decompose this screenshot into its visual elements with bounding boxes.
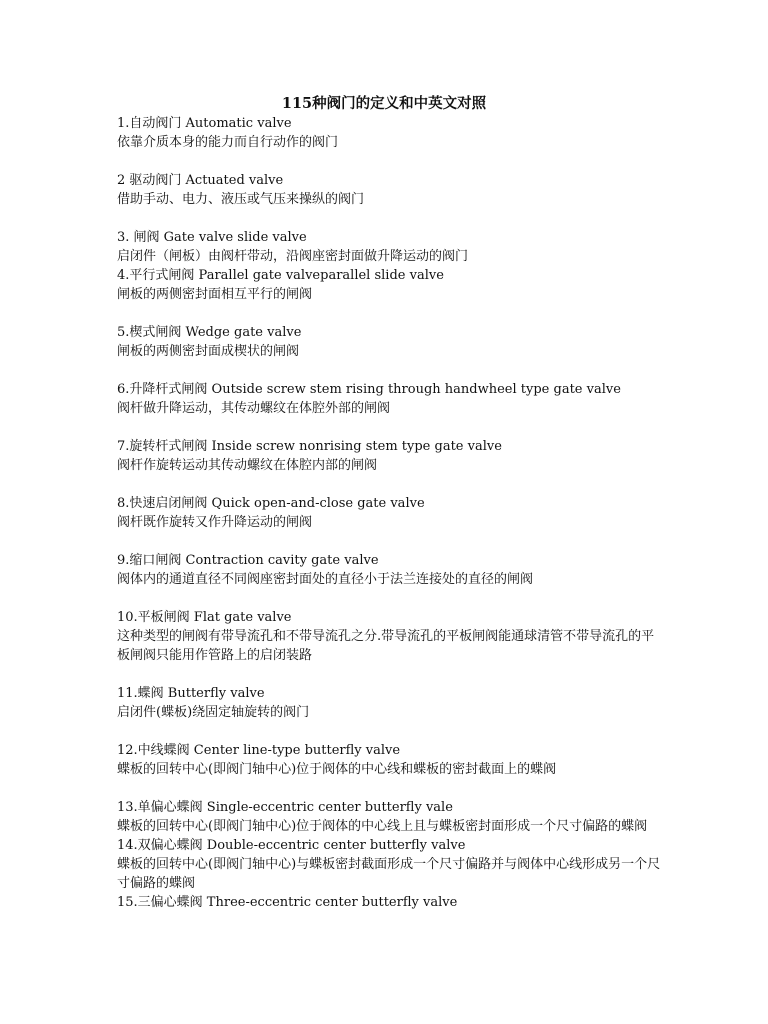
entry-9 <box>117 551 665 589</box>
entry-3 <box>117 228 665 266</box>
entry-6 <box>117 380 665 418</box>
entry-definition: 依靠介质本身的能力而自行动作的阀门 <box>117 135 339 150</box>
entry-heading: 13.单偏心蝶阀 Single-eccentric center butterfly vale <box>117 800 453 815</box>
entry-15 <box>117 893 665 912</box>
entry-13 <box>117 798 665 836</box>
entry-4 <box>117 266 665 304</box>
entry-8 <box>117 494 665 532</box>
entry-heading: 11.蝶阀 Butterfly valve <box>117 686 265 701</box>
entry-definition: 启闭件（闸板）由阀杆带动，沿阀座密封面做升降运动的阀门 <box>117 249 469 264</box>
entry-definition: 启闭件(蝶板)绕固定轴旋转的阀门 <box>117 705 310 720</box>
entry-definition: 借助手动、电力、液压或气压来操纵的阀门 <box>117 192 365 207</box>
entry-definition: 蝶板的回转中心(即阀门轴中心)位于阀体的中心线上且与蝶板密封面形成一个尺寸偏路的蝶阀 <box>117 819 648 834</box>
entry-14 <box>117 836 665 893</box>
entry-definition: 阀体内的通道直径不同阀座密封面处的直径小于法兰连接处的直径的闸阀 <box>117 572 534 587</box>
entry-heading: 6.升降杆式闸阀 Outside screw stem rising through handwheel type gate valve <box>117 382 621 397</box>
entry-10 <box>117 608 665 665</box>
entry-heading: 12.中线蝶阀 Center line-type butterfly valve <box>117 743 401 758</box>
entry-definition: 这种类型的闸阀有带导流孔和不带导流孔之分.带导流孔的平板闸阀能通球清管不带导流孔的平板闸阀只能用作管路上的启闭装路 <box>117 629 655 663</box>
document-title: 115种阀门的定义和中英文对照 <box>281 95 487 112</box>
entry-definition: 阀杆作旋转运动其传动螺纹在体腔内部的闸阀 <box>117 458 378 473</box>
entry-definition: 蝶板的回转中心(即阀门轴中心)与蝶板密封截面形成一个尺寸偏路并与阀体中心线形成另一个尺寸偏路的蝶阀 <box>117 857 661 891</box>
entry-heading: 4.平行式闸阀 Parallel gate valveparallel slide valve <box>117 268 444 283</box>
entry-list <box>117 114 665 912</box>
entry-definition: 闸板的两侧密封面成楔状的闸阀 <box>117 344 300 359</box>
entry-heading: 5.楔式闸阀 Wedge gate valve <box>117 325 302 340</box>
entry-5 <box>117 323 665 361</box>
entry-definition: 闸板的两侧密封面相互平行的闸阀 <box>117 287 313 302</box>
entry-11 <box>117 684 665 722</box>
entry-heading: 14.双偏心蝶阀 Double-eccentric center butterfly valve <box>117 838 466 853</box>
entry-heading: 2 驱动阀门 Actuated valve <box>117 173 284 188</box>
entry-definition: 阀杆做升降运动，其传动螺纹在体腔外部的闸阀 <box>117 401 391 416</box>
entry-7 <box>117 437 665 475</box>
entry-1 <box>117 114 665 152</box>
entry-heading: 7.旋转杆式闸阀 Inside screw nonrising stem type gate valve <box>117 439 502 454</box>
entry-heading: 9.缩口闸阀 Contraction cavity gate valve <box>117 553 379 568</box>
entry-definition: 阀杆既作旋转又作升降运动的闸阀 <box>117 515 313 530</box>
entry-heading: 1.自动阀门 Automatic valve <box>117 116 292 131</box>
entry-heading: 10.平板闸阀 Flat gate valve <box>117 610 292 625</box>
entry-heading: 8.快速启闭闸阀 Quick open-and-close gate valve <box>117 496 425 511</box>
entry-definition: 蝶板的回转中心(即阀门轴中心)位于阀体的中心线和蝶板的密封截面上的蝶阀 <box>117 762 557 777</box>
entry-heading: 3. 闸阀 Gate valve slide valve <box>117 230 307 245</box>
entry-heading: 15.三偏心蝶阀 Three-eccentric center butterfly valve <box>117 895 458 910</box>
entry-12 <box>117 741 665 779</box>
entry-2 <box>117 171 665 209</box>
